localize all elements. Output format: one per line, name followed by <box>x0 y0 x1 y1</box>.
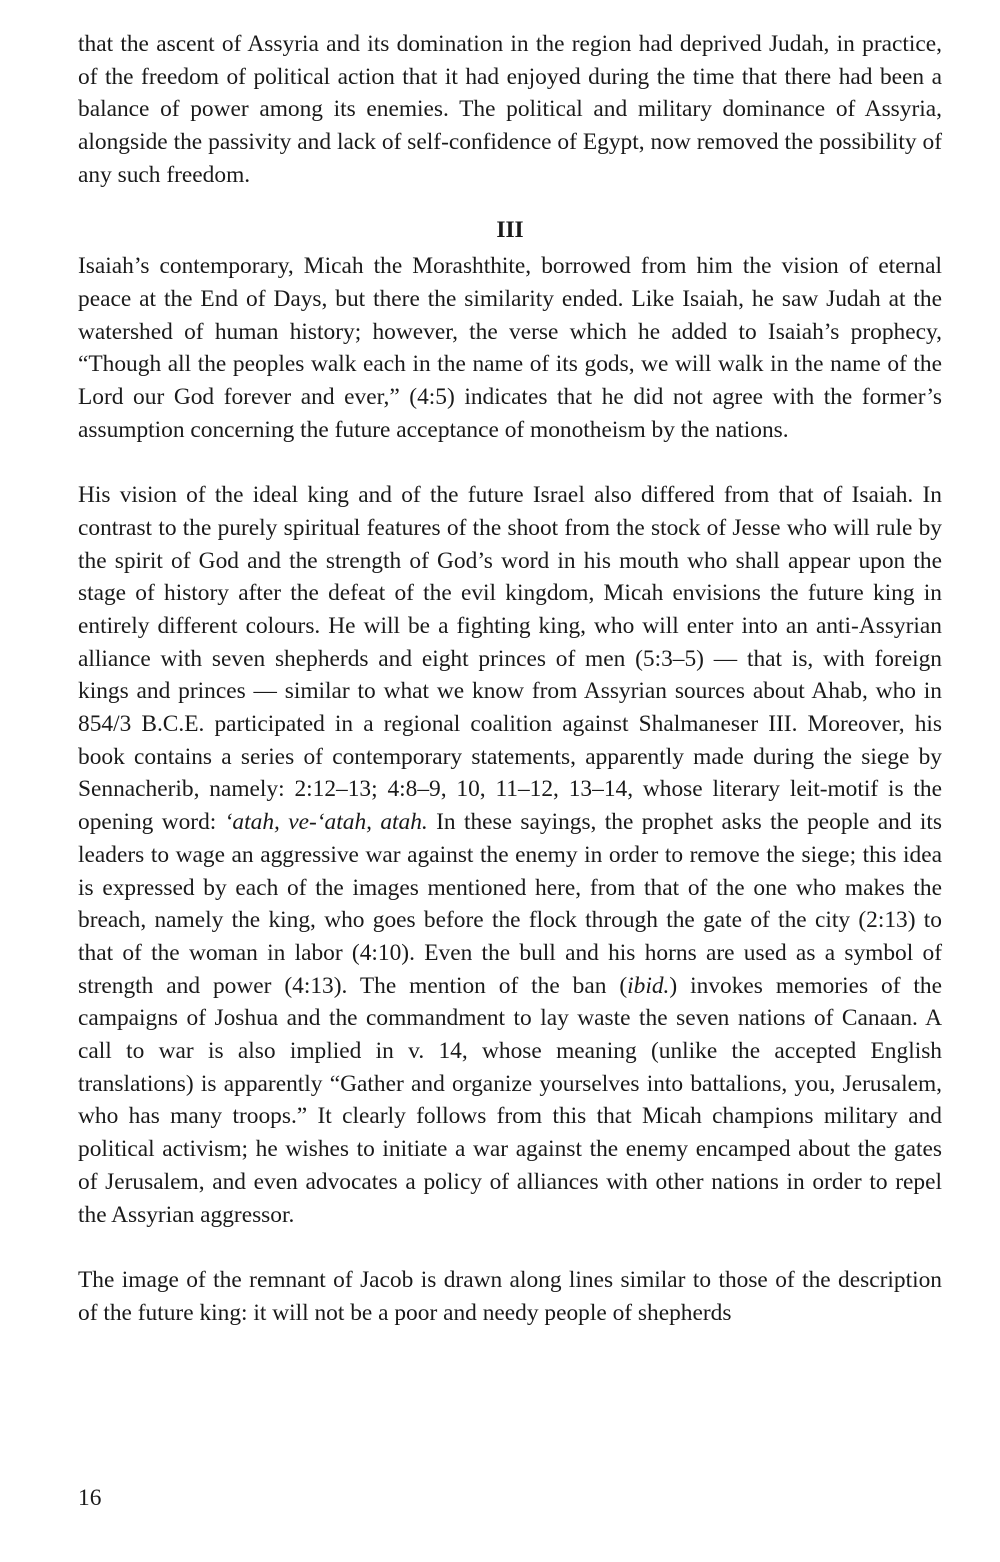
paragraph-remnant-of-jacob: The image of the remnant of Jacob is drawn along lines similar to those of the description of the future king: it will not be a poor and needy people of shepherds <box>78 1266 942 1326</box>
text-run: ) invokes memories of the campaigns of Joshua and the commandment to lay waste the seven nations of Canaan. A call to war is also implied in v. 14, whose meaning (unlike the accepted English translations) is apparently “Gather and organize yourselves into battalions, you, Jerusalem, who has many troops.” It clearly follows from this that Micah champions military and political activism; he wishes to initiate a war against the enemy encamped about the gates of Jerusalem, and even advocates a policy of alliances with other nations in order to repel the Assyrian aggressor. <box>78 972 942 1228</box>
page-body <box>78 28 942 1329</box>
italic-hebrew-phrase: ‘atah, ve-‘atah, atah. <box>224 809 428 836</box>
paragraph-ideal-king <box>78 479 942 1231</box>
paragraph-micah-contemporary: Isaiah’s contemporary, Micah the Morashthite, borrowed from him the vision of eternal peace at the End of Days, but there the similarity ended. Like Isaiah, he saw Judah at the watershed of human history; however, the verse which he added to Isaiah’s prophecy, “Though all the peoples walk each in the name of its gods, we will walk in the name of the Lord our God forever and ever,” (4:5) indicates that he did not agree with the former’s assumption concerning the future acceptance of monotheism by the nations. <box>78 253 942 443</box>
text-run: In these sayings, the prophet asks the people and its leaders to wage an aggressive war against the enemy in order to remove the siege; this idea is expressed by each of the images mentioned here, from that of the one who makes the breach, namely the king, who goes before the flock through the gate of the city (2:13) to that of the woman in labor (4:10). Even the bull and his horns are used as a symbol of strength and power (4:13). The mention of the ban ( <box>78 809 942 999</box>
text-run: His vision of the ideal king and of the future Israel also differed from that of Isaiah. In contrast to the purely spiritual features of the shoot from the stock of Jesse who will rule by the spirit of God and the strength of God’s word in his mouth who shall appear upon the stage of history after the defeat of the evil kingdom, Micah envisions the future king in entirely different colours. He will be a fighting king, who will enter into an anti-Assyrian alliance with seven shepherds and eight princes of men (5:3–5) — that is, with foreign kings and princes — similar to what we know from Assyrian sources about Ahab, who in 854/3 B.C.E. participated in a regional coalition against Shalmaneser III. Moreover, his book contains a series of contemporary statements, apparently made during the siege by Sennacherib, namely: 2:12–13; 4:8–9, 10, 11–12, 13–14, whose literary leit-motif is the opening word: <box>78 482 942 836</box>
page-number: 16 <box>78 1485 102 1511</box>
section-heading: III <box>496 216 524 243</box>
italic-ibid: ibid. <box>627 972 670 999</box>
paragraph-intro: that the ascent of Assyria and its domination in the region had deprived Judah, in practice, of the freedom of political action that it had enjoyed during the time that there had been a balance of power among its enemies. The political and military dominance of Assyria, alongside the passivity and lack of self-confidence of Egypt, now removed the possibility of any such freedom. <box>78 31 942 188</box>
